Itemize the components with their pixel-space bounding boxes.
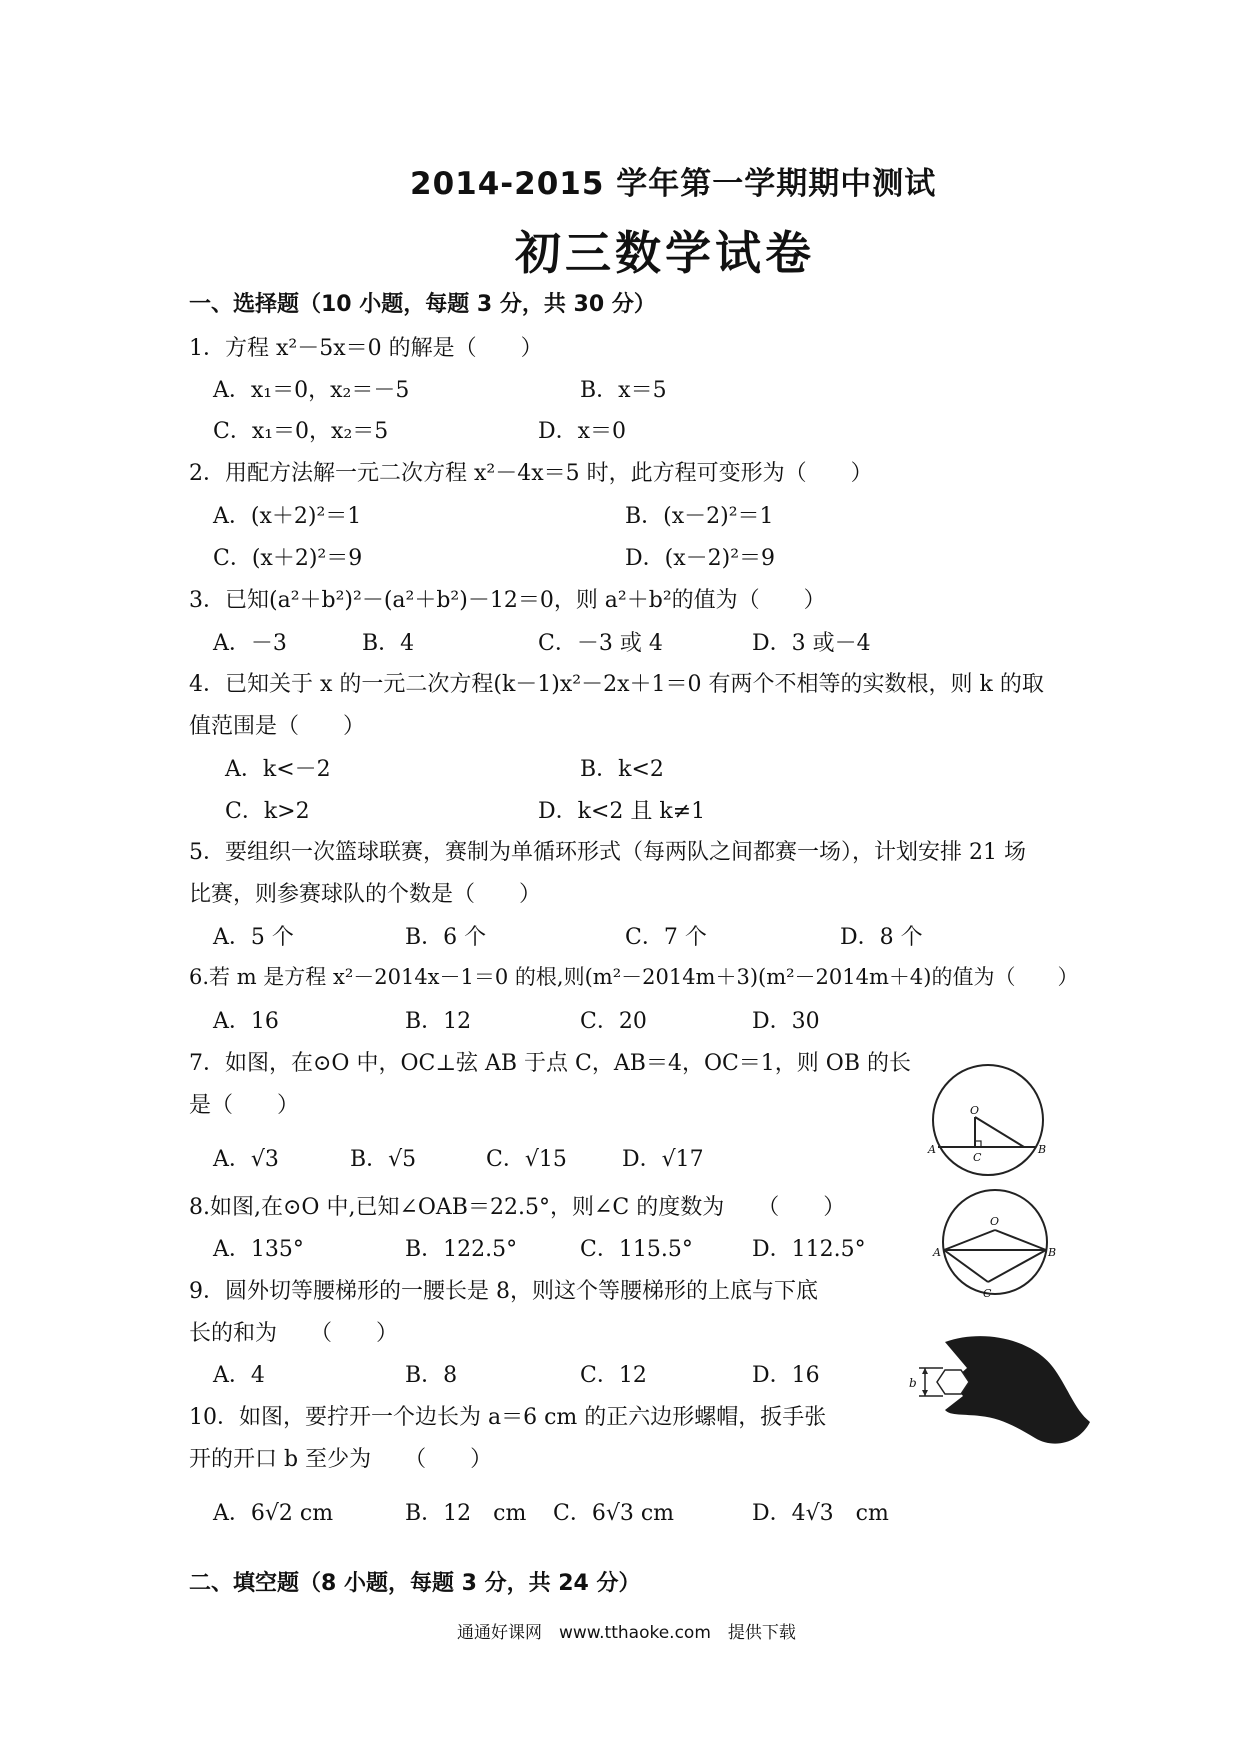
question-5-line1: 5．要组织一次篮球联赛，赛制为单循环形式（每两队之间都赛一场），计划安排 21 场 [189,840,1026,865]
q4-option-b: B．k<2 [580,757,664,782]
q4-option-a: A．k<－2 [225,757,331,782]
q1-option-d: D．x＝0 [538,419,627,444]
q8-label-c: C [983,1287,992,1300]
question-6: 6.若 m 是方程 x²－2014x－1＝0 的根,则(m²－2014m＋3)(m²－2014m＋4)的值为（ ） [189,965,1079,989]
question-7-line1: 7．如图，在⊙O 中，OC⊥弦 AB 于点 C，AB＝4，OC＝1，则 OB 的长 [189,1051,911,1076]
question-4-line1: 4．已知关于 x 的一元二次方程(k－1)x²－2x＋1＝0 有两个不相等的实数根，则 k 的取 [189,672,1044,697]
q5-option-b: B．6 个 [405,925,487,950]
q10-wrench-figure [905,1330,1095,1480]
q3-option-a: A．－3 [213,631,287,656]
question-9-line1: 9．圆外切等腰梯形的一腰长是 8，则这个等腰梯形的上底与下底 [189,1279,818,1304]
q10-option-b: B．12 cm [405,1501,527,1526]
section1-heading: 一、选择题（10 小题，每题 3 分，共 30 分） [189,292,656,317]
section2-heading: 二、填空题（8 小题，每题 3 分，共 24 分） [189,1571,641,1596]
q6-option-a: A．16 [213,1009,279,1034]
q4-option-d: D．k<2 且 k≠1 [538,799,706,824]
q10-option-a: A．6√2 cm [213,1501,334,1526]
question-3: 3．已知(a²＋b²)²－(a²＋b²)－12＝0，则 a²＋b²的值为（ ） [189,588,826,613]
question-4-line2: 值范围是（ ） [189,714,366,739]
question-8: 8.如图,在⊙O 中,已知∠OAB＝22.5°，则∠C 的度数为 （ ） [189,1195,846,1220]
footer-credit: 通通好课网 www.tthaoke.com 提供下载 [457,1623,796,1643]
question-10-line2: 开的开口 b 至少为 （ ） [189,1447,493,1472]
q1-option-b: B．x＝5 [580,378,667,403]
question-10-line1: 10．如图，要拧开一个边长为 a＝6 cm 的正六边形螺帽，扳手张 [189,1405,827,1430]
q8-option-c: C．115.5° [580,1237,693,1262]
exam-title-line2: 初三数学试卷 [515,226,815,280]
q7-label-c: C [973,1151,982,1164]
q10-option-c: C．6√3 cm [553,1501,675,1526]
q2-option-c: C．(x＋2)²＝9 [213,546,363,571]
q7-option-b: B．√5 [350,1147,417,1172]
q9-option-b: B．8 [405,1363,458,1388]
q8-label-b: B [1048,1246,1057,1259]
q2-option-b: B．(x－2)²＝1 [625,504,774,529]
q10-label-b: b [909,1376,917,1390]
question-5-line2: 比赛，则参赛球队的个数是（ ） [189,882,542,907]
q8-option-d: D．112.5° [752,1237,866,1262]
q1-option-c: C．x₁＝0，x₂＝5 [213,419,389,444]
q3-option-b: B．4 [362,631,415,656]
question-1: 1．方程 x²－5x＝0 的解是（ ） [189,336,543,361]
q7-option-a: A．√3 [213,1147,279,1172]
q8-option-b: B．122.5° [405,1237,518,1262]
q2-option-d: D．(x－2)²＝9 [625,546,776,571]
q5-option-d: D．8 个 [840,925,923,950]
q1-option-a: A．x₁＝0，x₂＝－5 [213,378,410,403]
q8-label-a: A [933,1246,941,1259]
q4-option-c: C．k>2 [225,799,310,824]
q7-label-a: A [928,1143,936,1156]
q2-option-a: A．(x＋2)²＝1 [213,504,362,529]
exam-title-line1: 2014-2015 学年第一学期期中测试 [410,166,937,202]
q10-option-d: D．4√3 cm [752,1501,889,1526]
q8-circle-figure [930,1180,1060,1310]
question-2: 2．用配方法解一元二次方程 x²－4x＝5 时，此方程可变形为（ ） [189,461,873,486]
q5-option-a: A．5 个 [213,925,294,950]
q9-option-c: C．12 [580,1363,647,1388]
q6-option-b: B．12 [405,1009,472,1034]
q7-option-c: C．√15 [486,1147,567,1172]
question-7-line2: 是（ ） [189,1093,300,1118]
q7-circle-figure [918,1050,1058,1200]
q7-option-d: D．√17 [622,1147,704,1172]
q9-option-a: A．4 [213,1363,265,1388]
q6-option-d: D．30 [752,1009,820,1034]
q5-option-c: C．7 个 [625,925,707,950]
q3-option-d: D．3 或－4 [752,631,871,656]
q9-option-d: D．16 [752,1363,820,1388]
q6-option-c: C．20 [580,1009,647,1034]
question-9-line2: 长的和为 （ ） [189,1321,399,1346]
q8-label-o: O [990,1215,1000,1228]
q8-option-a: A．135° [213,1237,304,1262]
q7-label-b: B [1038,1143,1047,1156]
q7-label-o: O [970,1104,980,1117]
q3-option-c: C．－3 或 4 [538,631,663,656]
